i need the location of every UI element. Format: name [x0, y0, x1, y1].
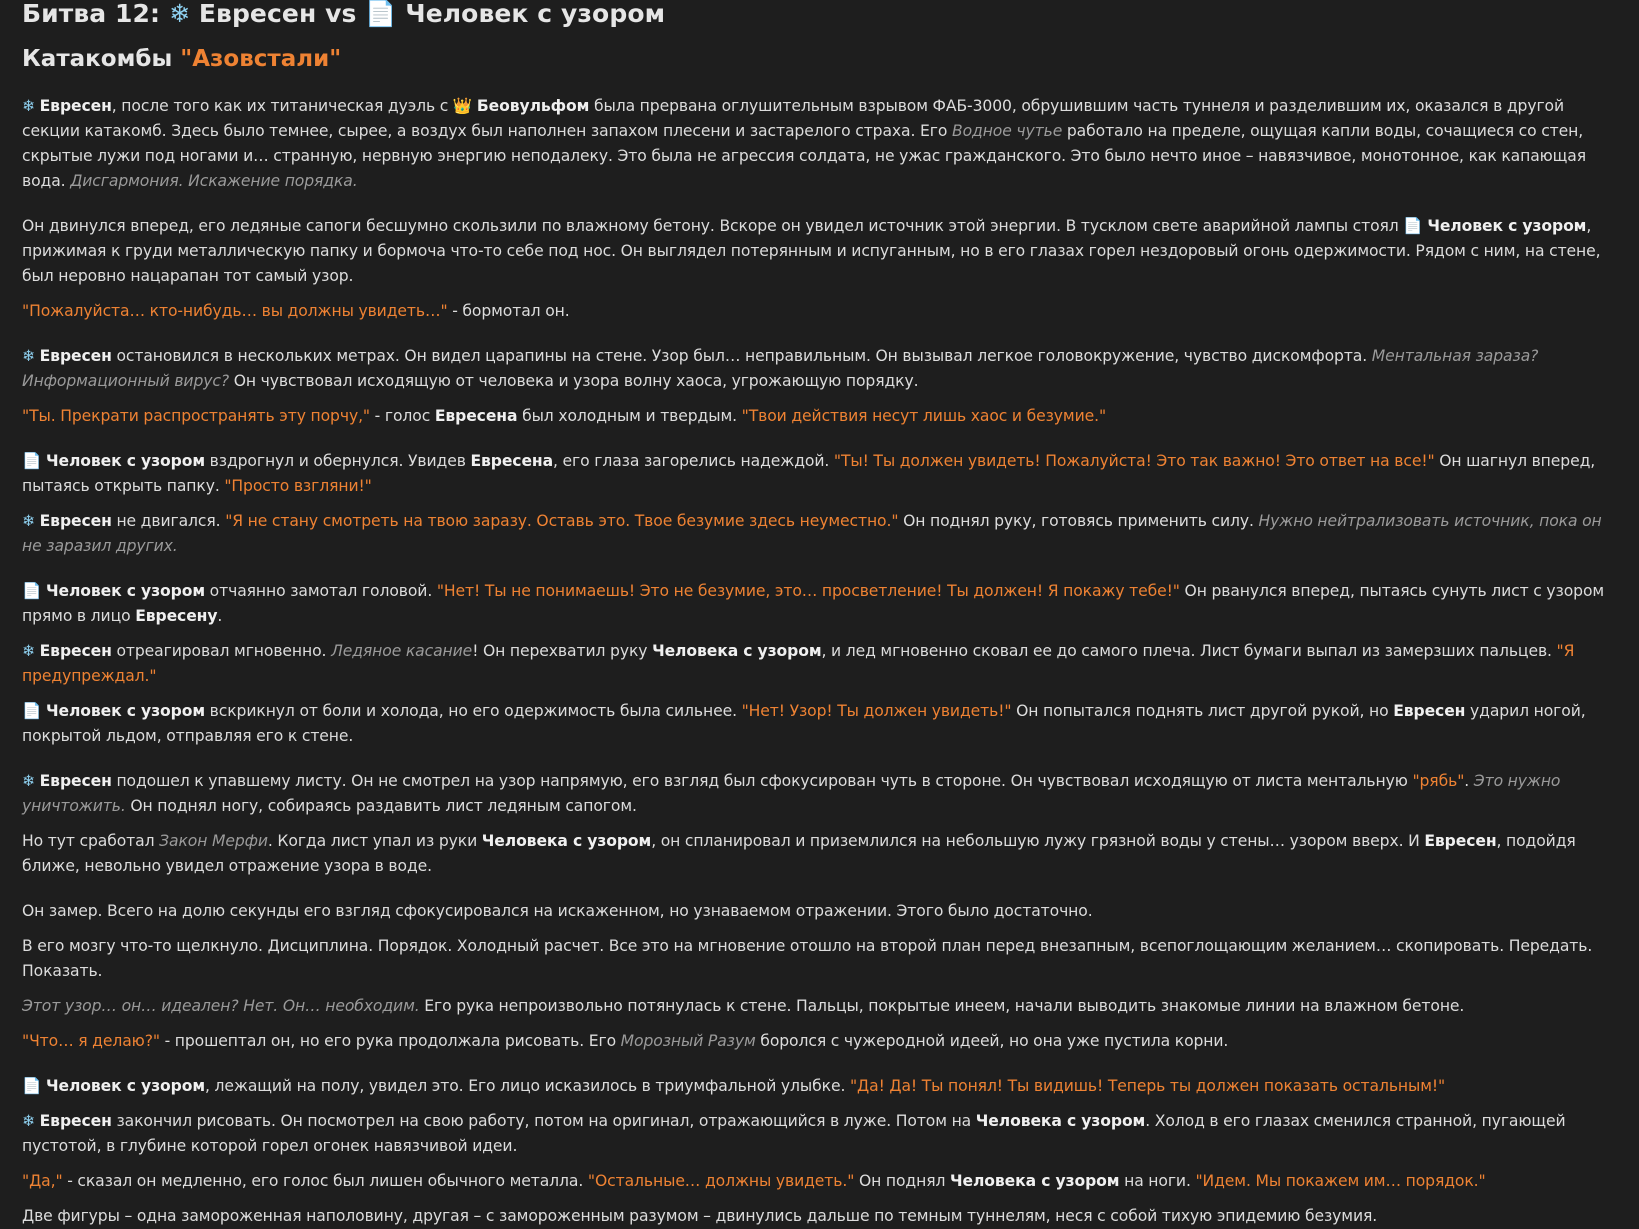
text-run: , после того как их титаническая дуэль с [111, 97, 453, 115]
dialogue-line: "Да! Да! Ты понял! Ты видишь! Теперь ты должен показать остальным!" [849, 1077, 1446, 1095]
text-run: , лежащий на полу, увидел это. Его лицо исказилось в триумфальной улыбке. [205, 1077, 850, 1095]
italic-thought: Закон Мерфи [159, 832, 268, 850]
character-name: Беовульфом [476, 97, 590, 115]
italic-thought: Водное чутье [951, 122, 1063, 140]
text-run: боролся с чужеродной идеей, но она уже пустила корни. [755, 1032, 1229, 1050]
document-icon: 📄 [1403, 217, 1428, 235]
story-paragraph [22, 934, 1617, 984]
text-run: была прервана оглушительным взрывом ФАБ-3000, обрушившим часть туннеля и разделившим их, оказался в другой секции катакомб. Здесь было темнее, сырее, а воздух был наполнен запахом плесени и застарелого страха. Его [22, 97, 1565, 140]
versus-label: vs [325, 0, 357, 28]
story-body [22, 94, 1617, 1229]
character-name: Евресен [39, 512, 112, 530]
story-paragraph [22, 639, 1617, 689]
story-paragraph [22, 299, 1617, 324]
location-name: "Азовстали" [180, 46, 342, 72]
text-run: Он двинулся вперед, его ледяные сапоги бесшумно скользили по влажному бетону. Вскоре он увидел источник этой энергии. В тусклом свете аварийной лампы стоял [22, 217, 1404, 235]
character-name: Евресен [39, 97, 112, 115]
story-paragraph [22, 899, 1617, 924]
text-run: на ноги. [1119, 1172, 1196, 1190]
text-run: - голос [370, 407, 435, 425]
dialogue-line: "Ты. Прекрати распространять эту порчу," [22, 407, 371, 425]
character-name: Евресен [39, 772, 112, 790]
text-run: вскрикнул от боли и холода, но его одержимость была сильнее. [205, 702, 742, 720]
text-run: . [217, 607, 223, 625]
story-paragraph [22, 1074, 1617, 1099]
document-icon: 📄 [22, 1077, 46, 1095]
story-paragraph [22, 994, 1617, 1019]
character-name: Человек с узором [45, 452, 205, 470]
text-run: отчаянно замотал головой. [205, 582, 437, 600]
fighter-1-name: Евресен [198, 0, 317, 28]
text-run: Он поднял [854, 1172, 950, 1190]
story-paragraph [22, 344, 1617, 394]
story-paragraph [22, 404, 1617, 429]
snowflake-icon: ❄ [22, 1112, 40, 1130]
location-heading [22, 44, 1617, 74]
character-name: Человека с узором [950, 1172, 1120, 1190]
text-run: Он шагнул вперед, пытаясь открыть папку. [22, 452, 1596, 495]
battle-title [22, 0, 1617, 30]
text-run: закончил рисовать. Он посмотрел на свою работу, потом на оригинал, отражающийся в луже. Потом на [111, 1112, 976, 1130]
fighter-2-name: Человек с узором [405, 0, 666, 28]
story-paragraph [22, 1029, 1617, 1054]
character-name: Евресен [39, 347, 112, 365]
italic-thought: Ледяное касание [331, 642, 473, 660]
dialogue-line: "Твои действия несут лишь хаос и безумие." [741, 407, 1107, 425]
story-paragraph [22, 1169, 1617, 1194]
document-icon: 📄 [22, 582, 46, 600]
dialogue-line: "Я не стану смотреть на твою заразу. Оставь это. Твое безумие здесь неуместно." [225, 512, 899, 530]
text-run: - сказал он медленно, его голос был лишен обычного металла. [62, 1172, 588, 1190]
text-run: был холодным и твердым. [517, 407, 742, 425]
text-run: . Холод в его глазах сменился странной, пугающей пустотой, в глубине которой горел огонек навязчивой идеи. [22, 1112, 1566, 1155]
dialogue-line: "Идем. Мы покажем им… порядок." [1195, 1172, 1486, 1190]
snowflake-icon: ❄ [22, 772, 40, 790]
character-name: Человек с узором [45, 582, 205, 600]
character-name: Евресена [470, 452, 554, 470]
dialogue-line: "Нет! Ты не понимаешь! Это не безумие, это… просветление! Ты должен! Я покажу тебе!" [436, 582, 1180, 600]
dialogue-line: "Ты! Ты должен увидеть! Пожалуйста! Это так важно! Это ответ на все!" [833, 452, 1435, 470]
story-paragraph [22, 699, 1617, 749]
character-name: Человека с узором [652, 642, 822, 660]
text-run: Он чувствовал исходящую от человека и узора волну хаоса, угрожающую порядку. [229, 372, 919, 390]
text-run: . Когда лист упал из руки [267, 832, 482, 850]
italic-thought: Этот узор… он… идеален? Нет. Он… необходим. [22, 997, 420, 1015]
text-run: . [1464, 772, 1474, 790]
text-run: - бормотал он. [447, 302, 570, 320]
story-paragraph [22, 214, 1617, 289]
story-paragraph [22, 579, 1617, 629]
text-run: вздрогнул и обернулся. Увидев [205, 452, 471, 470]
text-run: Он замер. Всего на долю секунды его взгляд сфокусировался на искаженном, но узнаваемом отражении. Этого было достаточно. [22, 902, 1093, 920]
document-icon: 📄 [365, 0, 397, 28]
text-run: остановился в нескольких метрах. Он видел царапины на стене. Узор был… неправильным. Он вызывал легкое головокружение, чувство дискомфорта. [111, 347, 1372, 365]
text-run: В его мозгу что-то щелкнуло. Дисциплина. Порядок. Холодный расчет. Все это на мгновение отошло на второй план перед внезапным, всепоглощающим желанием… скопировать. Передать. Показать. [22, 937, 1593, 980]
character-name: Евресен [1424, 832, 1497, 850]
text-run: не двигался. [111, 512, 226, 530]
snowflake-icon: ❄ [22, 512, 40, 530]
story-paragraph [22, 449, 1617, 499]
text-run: Он поднял ногу, собираясь раздавить лист ледяным сапогом. [125, 797, 637, 815]
snowflake-icon: ❄ [22, 97, 40, 115]
text-run: подошел к упавшему листу. Он не смотрел на узор напрямую, его взгляд был сфокусирован чуть в стороне. Он чувствовал исходящую от листа ментальную [111, 772, 1413, 790]
crown-icon: 👑 [452, 97, 477, 115]
character-name: Евресен [39, 1112, 112, 1130]
character-name: Человека с узором [975, 1112, 1146, 1130]
location-label: Катакомбы [22, 46, 173, 72]
text-run: Его рука непроизвольно потянулась к стене. Пальцы, покрытые инеем, начали выводить знакомые линии на влажном бетоне. [419, 997, 1465, 1015]
text-run: Он рванулся вперед, пытаясь сунуть лист с узором прямо в лицо [22, 582, 1605, 625]
text-run: , подойдя ближе, невольно увидел отражение узора в воде. [22, 832, 1576, 875]
dialogue-line: "рябь" [1412, 772, 1465, 790]
character-name: Человек с узором [45, 1077, 205, 1095]
dialogue-line: "Я предупреждал." [22, 642, 1575, 685]
document-icon: 📄 [22, 702, 46, 720]
text-run: Две фигуры – одна замороженная наполовину, другая – с замороженным разумом – двинулись дальше по темным туннелям, неся с собой тихую эпидемию безумия. [22, 1207, 1378, 1225]
story-paragraph [22, 1109, 1617, 1159]
character-name: Евресен [39, 642, 112, 660]
italic-thought: Это нужно уничтожить. [22, 772, 1561, 815]
text-run: , он спланировал и приземлился на небольшую лужу грязной воды у стены… узором вверх. И [651, 832, 1425, 850]
text-run: Он попытался поднять лист другой рукой, но [1011, 702, 1394, 720]
character-name: Человек с узором [1427, 217, 1587, 235]
story-paragraph [22, 509, 1617, 559]
character-name: Человек с узором [45, 702, 205, 720]
snowflake-icon: ❄ [22, 347, 40, 365]
dialogue-line: "Просто взгляни!" [224, 477, 372, 495]
italic-thought: Морозный Разум [620, 1032, 756, 1050]
character-name: Евресен [1393, 702, 1466, 720]
story-paragraph [22, 94, 1617, 194]
text-run: работало на пределе, ощущая капли воды, сочащиеся со стен, скрытые лужи под ногами и… странную, нервную энергию неподалеку. Это была не агрессия солдата, не ужас гражданского. Это было нечто иное – навязчивое, монотонное, как капающая вода. [22, 122, 1586, 190]
dialogue-line: "Что… я делаю?" [22, 1032, 160, 1050]
snowflake-icon: ❄ [168, 0, 191, 28]
battle-number: Битва 12: [22, 0, 161, 28]
text-run: , и лед мгновенно сковал ее до самого плеча. Лист бумаги выпал из замерзших пальцев. [821, 642, 1557, 660]
text-run: , прижимая к груди металлическую папку и бормоча что-то себе под нос. Он выглядел потерянным и испуганным, но в его глазах горел нездоровый огонь одержимости. Рядом с ним, на стене, был неровно нацарапан тот самый узор. [22, 217, 1601, 285]
dialogue-line: "Нет! Узор! Ты должен увидеть!" [741, 702, 1012, 720]
dialogue-line: "Остальные… должны увидеть." [587, 1172, 855, 1190]
text-run: - прошептал он, но его рука продолжала рисовать. Его [159, 1032, 621, 1050]
character-name: Евресену [135, 607, 218, 625]
text-run: , его глаза загорелись надеждой. [553, 452, 834, 470]
story-paragraph [22, 829, 1617, 879]
dialogue-line: "Пожалуйста… кто-нибудь… вы должны увидеть…" [22, 302, 448, 320]
character-name: Человека с узором [481, 832, 652, 850]
text-run: ! Он перехватил руку [472, 642, 653, 660]
italic-thought: Дисгармония. Искажение порядка. [70, 172, 358, 190]
text-run: Он поднял руку, готовясь применить силу. [898, 512, 1259, 530]
dialogue-line: "Да," [22, 1172, 63, 1190]
snowflake-icon: ❄ [22, 642, 40, 660]
italic-thought: Нужно нейтрализовать источник, пока он не заразил других. [22, 512, 1602, 555]
document-icon: 📄 [22, 452, 46, 470]
story-paragraph [22, 769, 1617, 819]
text-run: ударил ногой, покрытой льдом, отправляя его к стене. [22, 702, 1586, 745]
story-paragraph [22, 1204, 1617, 1229]
italic-thought: Ментальная зараза? Информационный вирус? [22, 347, 1539, 390]
text-run: Но тут сработал [22, 832, 160, 850]
character-name: Евресена [434, 407, 518, 425]
text-run: отреагировал мгновенно. [111, 642, 332, 660]
